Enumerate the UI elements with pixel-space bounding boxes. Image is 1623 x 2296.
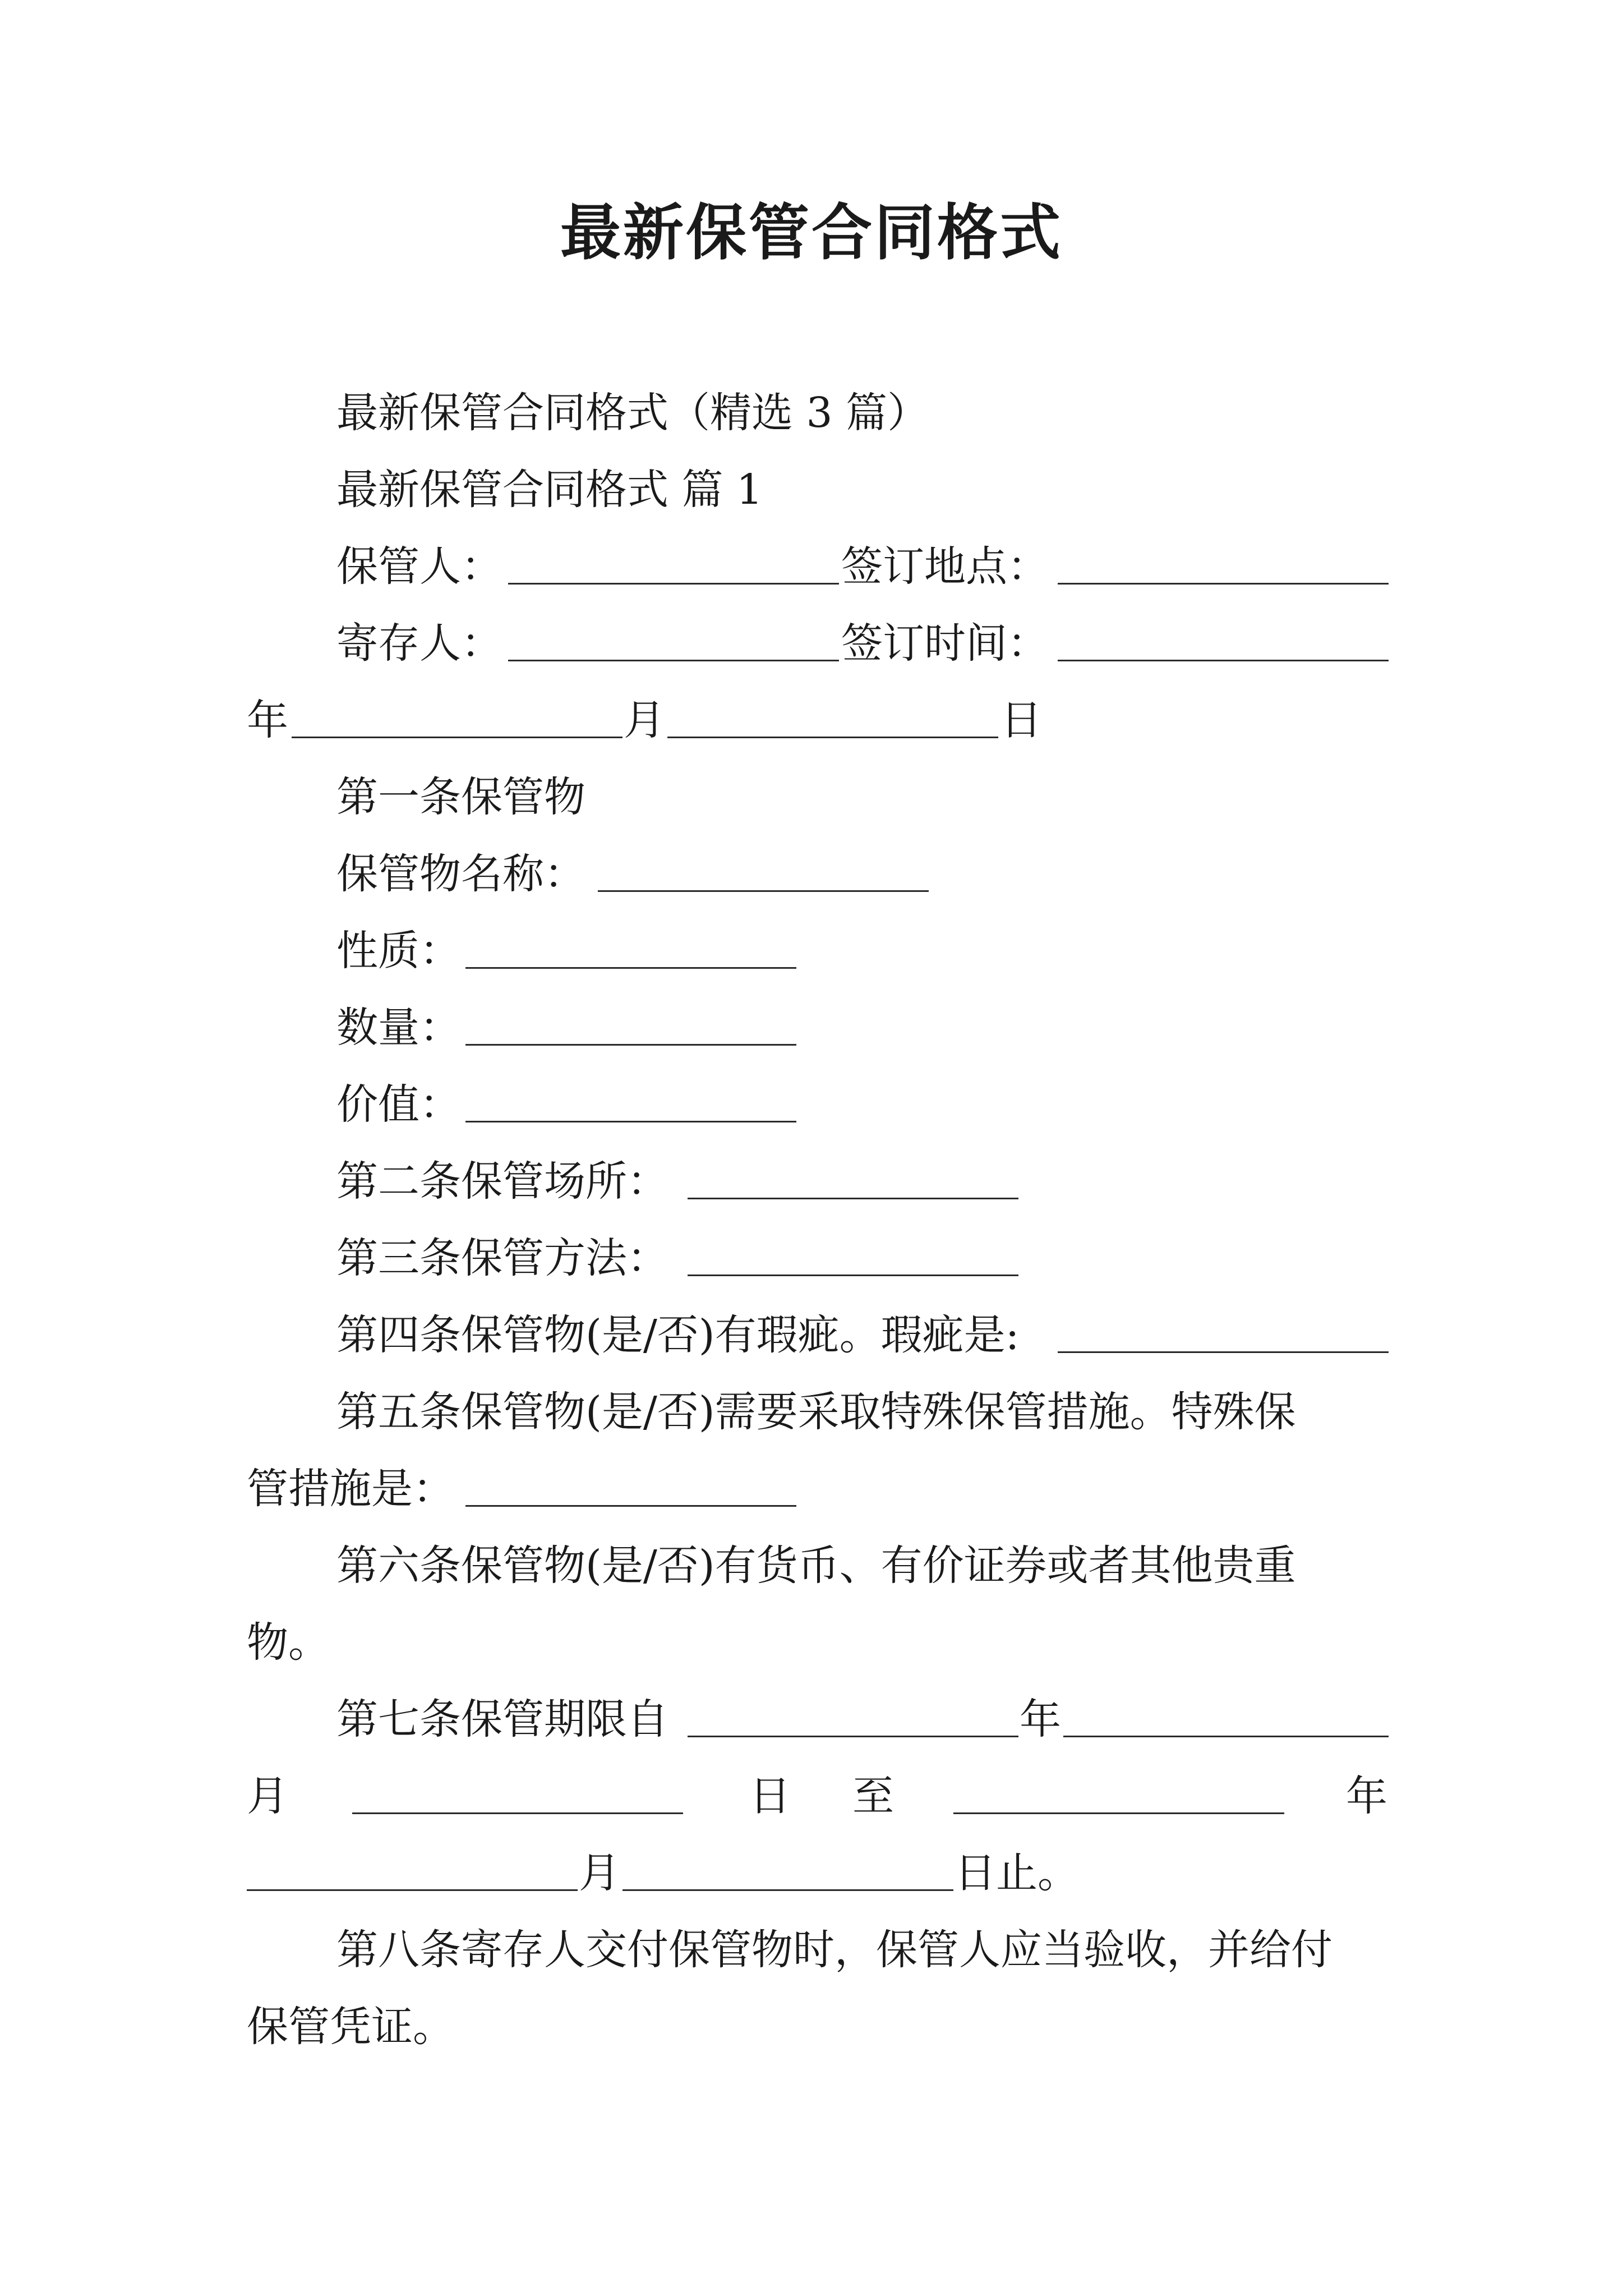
article5-blank[interactable]	[465, 1450, 796, 1507]
month-blank[interactable]	[667, 681, 998, 738]
value-blank[interactable]	[465, 1065, 796, 1122]
start-day-label: 日	[749, 1772, 791, 1820]
article6-line2	[0, 1603, 1623, 1682]
year-label: 年	[247, 696, 288, 744]
document-title: 最新保管合同格式	[560, 197, 1063, 268]
article1-heading: 第一条保管物	[336, 773, 585, 821]
end-year-label: 年	[1346, 1772, 1387, 1820]
year-blank[interactable]	[292, 681, 623, 738]
to-label: 至	[852, 1772, 894, 1820]
article3-label: 第三条保管方法：	[336, 1234, 668, 1282]
sign-date-line	[0, 681, 1623, 760]
item-name-blank[interactable]	[598, 835, 929, 892]
article8-line1	[0, 1911, 1623, 1989]
article8-text1: 第八条寄存人交付保管物时，保管人应当验收，并给付	[336, 1926, 1332, 1974]
nature-line	[0, 912, 1623, 990]
subtitle-line	[0, 374, 1623, 452]
end-label: 日止。	[955, 1849, 1079, 1897]
value-line	[0, 1065, 1623, 1144]
custodian-label: 保管人：	[336, 542, 502, 591]
quantity-blank[interactable]	[465, 988, 796, 1046]
item-name-line	[0, 835, 1623, 913]
article1-heading-line	[0, 758, 1623, 836]
sign-place-blank[interactable]	[1058, 527, 1389, 585]
article7-line3	[0, 1834, 1623, 1912]
depositor-line	[0, 604, 1623, 683]
end-year-blank[interactable]	[953, 1757, 1284, 1814]
article8-line2	[0, 1987, 1623, 2066]
article6-line1	[0, 1526, 1623, 1605]
section-heading-line	[0, 450, 1623, 529]
custodian-line	[0, 527, 1623, 606]
value-label: 价值：	[336, 1080, 461, 1129]
sign-time-label: 签订时间：	[841, 619, 1049, 668]
article5-line1	[0, 1373, 1623, 1451]
article5-text1: 第五条保管物(是/否)需要采取特殊保管措施。特殊保	[336, 1388, 1296, 1436]
sign-place-label: 签订地点：	[841, 542, 1049, 591]
article7-prefix: 第七条保管期限自	[336, 1695, 668, 1743]
end-day-blank[interactable]	[623, 1834, 953, 1891]
article5-text2: 管措施是：	[247, 1465, 454, 1513]
subtitle: 最新保管合同格式（精选 3 篇）	[336, 389, 929, 437]
custodian-blank[interactable]	[508, 527, 839, 585]
month-label: 月	[624, 696, 665, 744]
sign-time-blank[interactable]	[1058, 604, 1389, 661]
article4-line	[0, 1296, 1623, 1374]
nature-label: 性质：	[336, 927, 461, 975]
article3-line	[0, 1219, 1623, 1297]
article4-blank[interactable]	[1058, 1296, 1389, 1353]
article4-label: 第四条保管物(是/否)有瑕疵。瑕疵是:	[336, 1311, 1020, 1359]
section-heading: 最新保管合同格式 篇 1	[336, 466, 763, 514]
start-day-blank[interactable]	[352, 1757, 683, 1814]
start-year-label: 年	[1020, 1695, 1061, 1743]
article5-line2	[0, 1450, 1623, 1528]
article6-text2: 物。	[247, 1618, 330, 1667]
article2-line	[0, 1142, 1623, 1221]
start-month-blank[interactable]	[1063, 1680, 1389, 1737]
quantity-line	[0, 988, 1623, 1067]
item-name-label: 保管物名称：	[336, 850, 585, 898]
article6-text1: 第六条保管物(是/否)有货币、有价证券或者其他贵重	[336, 1542, 1296, 1590]
depositor-label: 寄存人：	[336, 619, 502, 668]
nature-blank[interactable]	[465, 912, 796, 969]
end-month-label: 月	[579, 1849, 620, 1897]
day-label: 日	[1000, 696, 1042, 744]
article3-blank[interactable]	[688, 1219, 1018, 1276]
article2-blank[interactable]	[688, 1142, 1018, 1199]
article7-line1	[0, 1680, 1623, 1759]
quantity-label: 数量：	[336, 1004, 461, 1052]
start-month-label: 月	[247, 1772, 288, 1820]
article7-line2	[0, 1757, 1623, 1835]
start-year-blank[interactable]	[688, 1680, 1018, 1737]
end-month-blank[interactable]	[247, 1834, 578, 1891]
article2-label: 第二条保管场所：	[336, 1157, 668, 1205]
article8-text2: 保管凭证。	[247, 2003, 454, 2051]
depositor-blank[interactable]	[508, 604, 839, 661]
